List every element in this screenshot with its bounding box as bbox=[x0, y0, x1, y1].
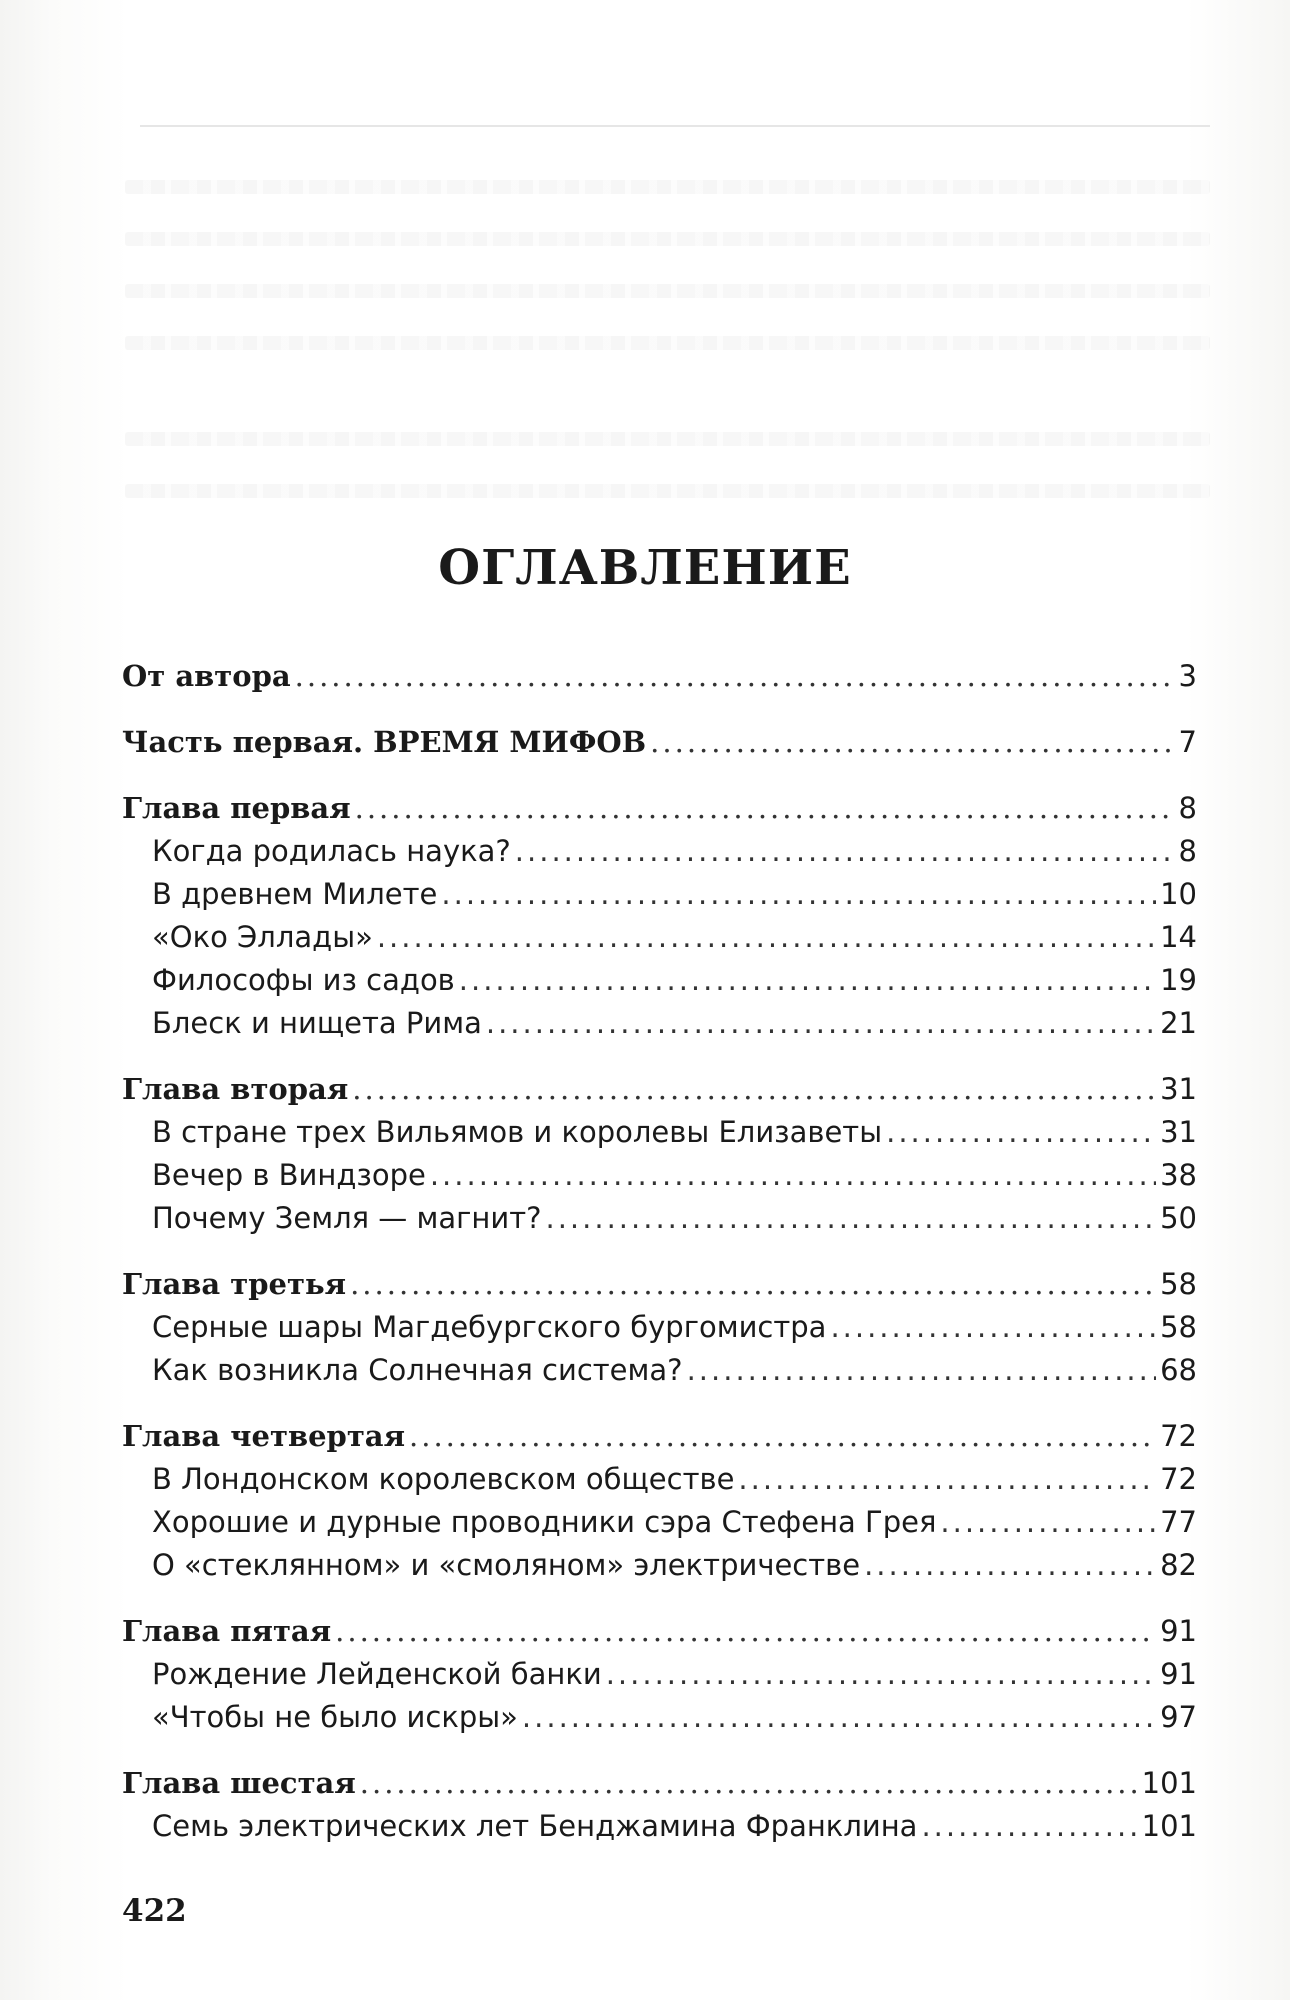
toc-section-entry bbox=[122, 1306, 1197, 1349]
toc-section-entry bbox=[122, 830, 1197, 873]
bleed-through-text bbox=[125, 284, 1210, 298]
dot-leader bbox=[940, 1501, 1156, 1544]
toc-entry-page: 38 bbox=[1160, 1158, 1197, 1192]
bleed-through-text bbox=[125, 336, 1210, 350]
toc-entry-title: Серные шары Магдебургского бургомистра bbox=[152, 1310, 827, 1344]
toc-entry-title: Философы из садов bbox=[152, 963, 455, 997]
toc-section-entry bbox=[122, 1805, 1197, 1848]
toc-chapter-entry bbox=[122, 1415, 1197, 1458]
dot-leader bbox=[486, 1002, 1156, 1045]
dot-leader bbox=[295, 655, 1175, 698]
toc-entry-page: 31 bbox=[1160, 1115, 1197, 1149]
toc-entry-title: Рождение Лейденской банки bbox=[152, 1657, 602, 1691]
toc-entry-title: Хорошие и дурные проводники сэра Стефена Грея bbox=[152, 1505, 937, 1539]
toc-entry-title: Глава четвертая bbox=[122, 1419, 406, 1453]
section-gap bbox=[122, 698, 1197, 721]
toc-entry-page: 77 bbox=[1160, 1505, 1197, 1539]
section-gap bbox=[122, 1392, 1197, 1415]
bleed-through-header-rule bbox=[140, 125, 1210, 127]
dot-leader bbox=[921, 1805, 1137, 1848]
toc-entry-page: 3 bbox=[1178, 659, 1197, 693]
toc-entry-page: 91 bbox=[1160, 1614, 1197, 1648]
dot-leader bbox=[335, 1610, 1156, 1653]
toc-entry-title: Вечер в Виндзоре bbox=[152, 1158, 426, 1192]
toc-entry-title: «Чтобы не было искры» bbox=[152, 1700, 518, 1734]
toc-entry-title: О «стеклянном» и «смоляном» электричестве bbox=[152, 1548, 861, 1582]
bleed-through-text bbox=[125, 180, 1210, 194]
dot-leader bbox=[409, 1415, 1156, 1458]
toc-entry-page: 50 bbox=[1160, 1201, 1197, 1235]
toc-section-entry bbox=[122, 1653, 1197, 1696]
toc-section-entry bbox=[122, 873, 1197, 916]
toc-entry-page: 10 bbox=[1160, 877, 1197, 911]
toc-entry-title: От автора bbox=[122, 659, 291, 693]
toc-chapter-entry bbox=[122, 1068, 1197, 1111]
dot-leader bbox=[546, 1197, 1157, 1240]
toc-entry-title: Глава шестая bbox=[122, 1766, 356, 1800]
bleed-through-text bbox=[125, 232, 1210, 246]
toc-entry-title: В Лондонском королевском обществе bbox=[152, 1462, 735, 1496]
toc-entry-page: 21 bbox=[1160, 1006, 1197, 1040]
dot-leader bbox=[350, 1263, 1156, 1306]
dot-leader bbox=[377, 916, 1156, 959]
toc-entry-page: 68 bbox=[1160, 1353, 1197, 1387]
dot-leader bbox=[886, 1111, 1156, 1154]
dot-leader bbox=[522, 1696, 1156, 1739]
toc-entry-title: В древнем Милете bbox=[152, 877, 438, 911]
toc-entry-page: 58 bbox=[1160, 1267, 1197, 1301]
dot-leader bbox=[687, 1349, 1157, 1392]
toc-entry-title: Глава третья bbox=[122, 1267, 347, 1301]
toc-section-entry bbox=[122, 1458, 1197, 1501]
dot-leader bbox=[430, 1154, 1156, 1197]
section-gap bbox=[122, 1739, 1197, 1762]
toc-chapter-entry bbox=[122, 721, 1197, 764]
bleed-through-text bbox=[125, 484, 1210, 498]
toc-entry-page: 72 bbox=[1160, 1419, 1197, 1453]
bleed-through-text bbox=[125, 432, 1210, 446]
toc-entry-title: Когда родилась наука? bbox=[152, 834, 511, 868]
toc-chapter-entry bbox=[122, 1610, 1197, 1653]
toc-section-entry bbox=[122, 1501, 1197, 1544]
toc-entry-page: 14 bbox=[1160, 920, 1197, 954]
toc-entry-page: 19 bbox=[1160, 963, 1197, 997]
toc-chapter-entry bbox=[122, 1762, 1197, 1805]
toc-entry-title: «Око Эллады» bbox=[152, 920, 373, 954]
toc-chapter-entry bbox=[122, 655, 1197, 698]
toc-entry-page: 72 bbox=[1160, 1462, 1197, 1496]
dot-leader bbox=[864, 1544, 1156, 1587]
toc-entry-title: Часть первая. ВРЕМЯ МИФОВ bbox=[122, 725, 647, 759]
toc-entry-page: 58 bbox=[1160, 1310, 1197, 1344]
section-gap bbox=[122, 764, 1197, 787]
dot-leader bbox=[355, 787, 1175, 830]
toc-entry-title: Глава пятая bbox=[122, 1614, 332, 1648]
toc-section-entry bbox=[122, 1111, 1197, 1154]
dot-leader bbox=[606, 1653, 1156, 1696]
toc-entry-page: 101 bbox=[1141, 1809, 1197, 1843]
dot-leader bbox=[515, 830, 1175, 873]
toc-entry-title: Глава вторая bbox=[122, 1072, 349, 1106]
toc-entry-title: Семь электрических лет Бенджамина Франклина bbox=[152, 1809, 918, 1843]
toc-entry-page: 31 bbox=[1160, 1072, 1197, 1106]
table-of-contents bbox=[122, 655, 1197, 1848]
toc-chapter-entry bbox=[122, 1263, 1197, 1306]
toc-section-entry bbox=[122, 1544, 1197, 1587]
section-gap bbox=[122, 1240, 1197, 1263]
toc-entry-title: В стране трех Вильямов и королевы Елизаветы bbox=[152, 1115, 883, 1149]
toc-entry-page: 8 bbox=[1178, 834, 1197, 868]
toc-entry-page: 101 bbox=[1141, 1766, 1197, 1800]
toc-section-entry bbox=[122, 959, 1197, 1002]
toc-chapter-entry bbox=[122, 787, 1197, 830]
dot-leader bbox=[650, 721, 1174, 764]
toc-entry-title: Почему Земля — магнит? bbox=[152, 1201, 542, 1235]
toc-entry-title: Блеск и нищета Рима bbox=[152, 1006, 482, 1040]
toc-section-entry bbox=[122, 1154, 1197, 1197]
toc-entry-title: Как возникла Солнечная система? bbox=[152, 1353, 683, 1387]
toc-entry-page: 82 bbox=[1160, 1548, 1197, 1582]
dot-leader bbox=[441, 873, 1156, 916]
dot-leader bbox=[738, 1458, 1156, 1501]
toc-entry-page: 91 bbox=[1160, 1657, 1197, 1691]
section-gap bbox=[122, 1587, 1197, 1610]
dot-leader bbox=[360, 1762, 1138, 1805]
dot-leader bbox=[459, 959, 1156, 1002]
page-number: 422 bbox=[122, 1893, 187, 1929]
dot-leader bbox=[352, 1068, 1156, 1111]
section-gap bbox=[122, 1045, 1197, 1068]
toc-section-entry bbox=[122, 1349, 1197, 1392]
toc-entry-title: Глава первая bbox=[122, 791, 351, 825]
toc-entry-page: 8 bbox=[1178, 791, 1197, 825]
toc-section-entry bbox=[122, 1696, 1197, 1739]
toc-section-entry bbox=[122, 1002, 1197, 1045]
dot-leader bbox=[830, 1306, 1156, 1349]
toc-entry-page: 7 bbox=[1178, 725, 1197, 759]
toc-entry-page: 97 bbox=[1160, 1700, 1197, 1734]
toc-section-entry bbox=[122, 916, 1197, 959]
toc-section-entry bbox=[122, 1197, 1197, 1240]
page-title: ОГЛАВЛЕНИЕ bbox=[438, 540, 852, 596]
